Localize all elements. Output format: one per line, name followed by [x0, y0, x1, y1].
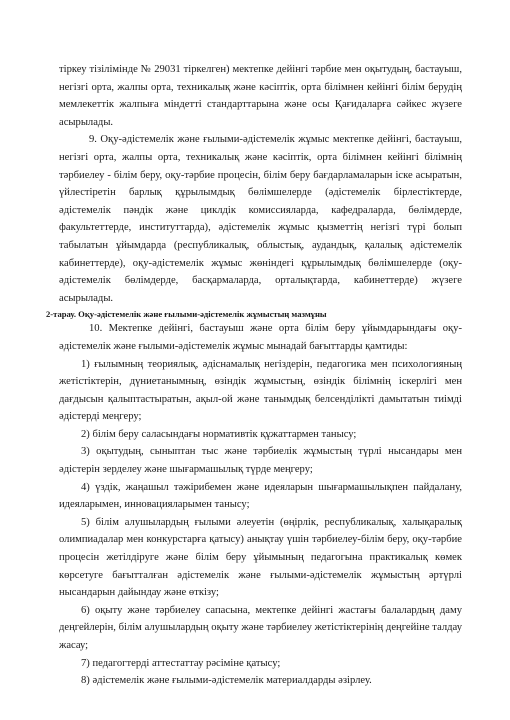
list-item-6: 6) оқыту және тәрбиелеу сапасына, мектепке дейінгі жастағы балалардың даму деңгейлерін, білім алушылардың оқыту және тәрбиелеу жетістіктерінің деңгейіне талдау жасау;: [59, 604, 462, 651]
list-item-5: 5) білім алушылардың ғылыми әлеуетін (өңірлік, республикалық, халықаралық олимпиадалар мен конкурстарға қатысу) анықтау үшін тәрбиелеу-білім беру, оқу-тәрбие процесін жетілдіруге және білім беру ұйымының педагогына практикалық көмек көрсетуге бағытталған әдістемелік және ғылыми-әдістемелік жұмыстың әртүрлі нысандарын дайындау және өткізу;: [59, 516, 462, 599]
list-item-2: 2) білім беру саласындағы нормативтік құжаттармен танысу;: [81, 428, 357, 440]
list-item-3: 3) оқытудың, сыныптан тыс және тәрбиелік жұмыстың түрлі нысандары мен әдістерін зерделеу және шығармашылық түрде меңгеру;: [59, 446, 462, 476]
list-item-8: 8) әдістемелік және ғылыми-әдістемелік материалдарды әзірлеу.: [81, 675, 372, 687]
list-item-1: 1) ғылымның теориялық, әдіснамалық негіздерін, педагогика мен психологияның жетістіктерін, дүниетанымның, өзіндік жұмыстың, өзіндік білімнің іскерлігі мен дағдысын қалыптастыратын, ақыл-ой және танымдық белсенділікті дамытатын тиімді әдістерді меңгеру;: [59, 358, 462, 423]
list-item-7: 7) педагогтерді аттестаттау рәсіміне қатысу;: [81, 657, 281, 669]
paragraph-9: 9. Оқу-әдістемелік және ғылыми-әдістемелік жұмыс мектепке дейінгі, бастауыш, негізгі орта, жалпы орта, техникалық және кәсіптік, орта білімнен кейінгі білімнің тәрбиелеу - білім беру, оқу-тәрбие процесін, білім беру бағдарламаларын іске асыратын, үйлестіретін барлық құрылымдық бөлімшелерде (әдістемелік бірлестіктерде, әдістемелік пәндік және циклдік комиссияларда, кафедраларда, бөлімдерде, факультеттерде, институттарда), әдістемелік жұмыс қызметтің негізгі түрі болып табылатын ұйымдарда (республикалық, облыстық, аудандық, қалалық әдістемелік кабинеттерде), оқу-әдістемелік жұмыс жөніндегі құрылымдық бөлімшелерде (оқу-әдістемелік бөлімдерде, басқармаларда, орталықтарда, кабинеттерде) жүзеге асырылады.: [59, 134, 462, 304]
paragraph-10: 10. Мектепке дейінгі, бастауыш және орта білім беру ұйымдарындағы оқу-әдістемелік және ғылыми-әдістемелік жұмыс мынадай бағыттарды қамтиды:: [59, 323, 462, 352]
list-item-4: 4) үздік, жаңашыл тәжірибемен және идеяларын шығармашылықпен пайдалану, идеяларымен, инновацияларымен танысу;: [59, 481, 462, 511]
chapter-heading: 2-тарау. Оқу-әдістемелік және ғылыми-әдістемелік жұмыстың мазмұны: [46, 309, 327, 320]
intro-paragraph: тіркеу тізілімінде № 29031 тіркелген) мектепке дейінгі тәрбие мен оқытудың, бастауыш, негізгі орта, жалпы орта, техникалық және кәсіптік, орта білімнен кейінгі білім берудің мемлекеттік жалпыға міндетті стандарттарына және осы Қағидаларға сәйкес жүзеге асырылады.: [59, 64, 462, 128]
